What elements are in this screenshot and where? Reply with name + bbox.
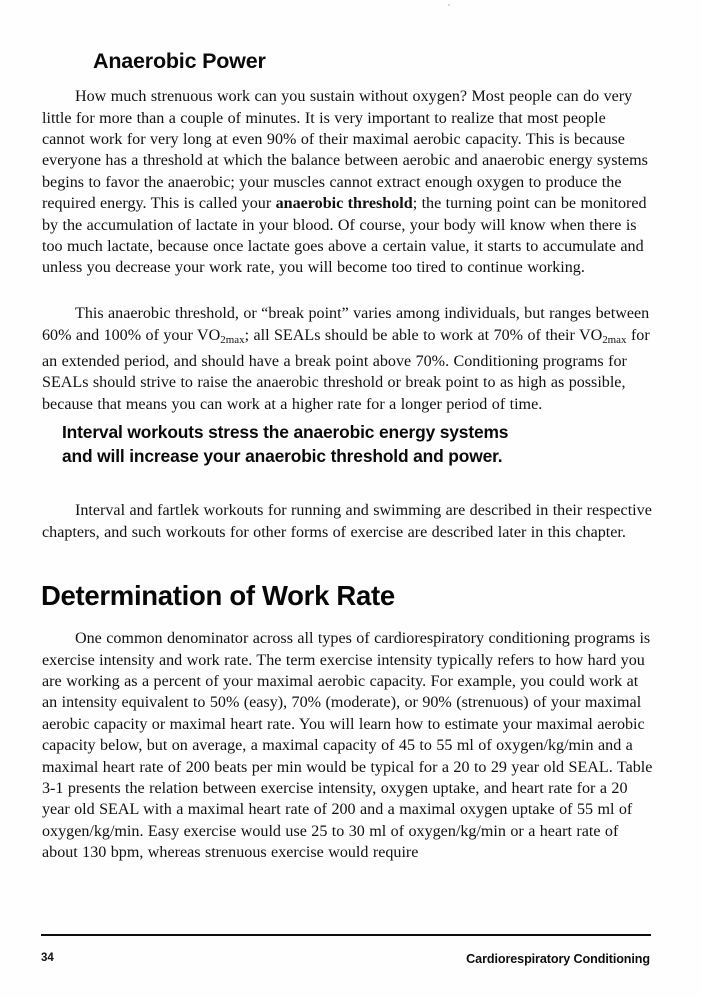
paragraph-anaerobic-threshold (42, 86, 652, 279)
subscript-vo2max: 2max (220, 333, 245, 346)
callout-line-1: Interval workouts stress the anaerobic energy systems (62, 422, 509, 442)
emphasis-anaerobic-threshold: anaerobic threshold (275, 195, 413, 213)
paragraph-text-part: How much strenuous work can you sustain without oxygen? Most people can do very little for more than a couple of minutes. It is very important to realize that most people cannot work for very long at even 90% of their maximal aerobic capacity. This is because everyone has a threshold at which the balance between aerobic and anaerobic energy systems begins to favor the anaerobic; your muscles cannot extract enough oxygen to produce the required energy. This is called your (42, 88, 648, 213)
subscript-vo2max: 2max (602, 333, 627, 346)
paragraph-break-point (42, 303, 656, 415)
paragraph-text-part: One common denominator across all types of cardiorespiratory conditioning programs is exercise intensity and work rate. The term exercise intensity typically refers to how hard you are working as a percent of your maximal aerobic capacity. For example, you could work at an intensity equivalent to 50% (easy), 70% (moderate), or 90% (strenuous) of your maximal aerobic capacity or maximal heart rate. You will learn how to estimate your maximal aerobic capacity below, but on average, a maximal capacity of 45 to 55 ml of oxygen/kg/min and a maximal heart rate of 200 beats per min would be typical for a 20 to 29 year old SEAL. Table 3-1 presents the relation between exercise intensity, oxygen uptake, and heart rate for a 20 year old SEAL with a maximal heart rate of 200 and a maximal oxygen uptake of 55 ml of oxygen/kg/min. Easy exercise would use 25 to 30 ml of oxygen/kg/min or a heart rate of about 130 bpm, whereas strenuous exercise would require (42, 630, 653, 862)
scan-speck (448, 4, 450, 6)
callout-line-2: and will increase your anaerobic threshold and power. (62, 446, 503, 466)
paragraph-work-rate (42, 628, 656, 863)
footer-divider (41, 934, 651, 936)
paragraph-text-part: ; all SEALs should be able to work at 70% of their VO (244, 326, 603, 344)
paragraph-text-part: for an extended period, and should have a break point above 70%. Conditioning programs for SEALs should strive to raise the anaerobic threshold or break point to as high as possible, because that means you can work at a higher rate for a longer period of time. (42, 326, 650, 413)
running-head: Cardiorespiratory Conditioning (466, 952, 650, 966)
callout-emphasis-block (62, 420, 652, 468)
section-heading-anaerobic-power: Anaerobic Power (93, 48, 266, 73)
major-heading-determination-of-work-rate: Determination of Work Rate (41, 580, 395, 612)
paragraph-text-part: ; the turning point can be monitored by the accumulation of lactate in your blood. Of course, your body will know when there is too much lactate, because once lactate goes above a certain value, it starts to accumulate and unless you decrease your work rate, you will become too tired to continue working. (42, 195, 647, 277)
paragraph-interval-fartlek (42, 500, 652, 543)
paragraph-text-part: This anaerobic threshold, or “break point” varies among individuals, but ranges between 60% and 100% of your VO (42, 305, 650, 344)
page-number: 34 (41, 952, 54, 964)
paragraph-text-part: Interval and fartlek workouts for running and swimming are described in their respective chapters, and such workouts for other forms of exercise are described later in this chapter. (42, 502, 652, 541)
